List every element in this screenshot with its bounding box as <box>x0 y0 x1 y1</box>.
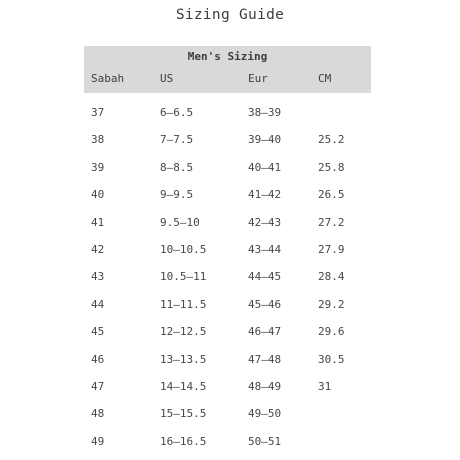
eur-cell: 38–39 <box>248 106 282 119</box>
cm-cell: 29.2 <box>318 297 345 311</box>
table-header <box>84 46 371 93</box>
us-cell: 10.5–11 <box>160 270 207 284</box>
column-header-sabah: Sabah <box>91 72 125 85</box>
eur-cell: 46–47 <box>248 325 282 339</box>
cm-cell: 25.8 <box>318 160 345 174</box>
sabah-cell: 43 <box>91 270 105 284</box>
table-row <box>0 298 460 318</box>
cm-cell: 28.4 <box>318 270 345 284</box>
table-row <box>0 161 460 181</box>
table-row <box>0 380 460 400</box>
us-cell: 7–7.5 <box>160 133 194 147</box>
eur-cell: 39–40 <box>248 133 282 147</box>
table-row <box>0 188 460 208</box>
eur-cell: 45–46 <box>248 297 282 311</box>
cm-cell: 26.5 <box>318 188 345 202</box>
sabah-cell: 46 <box>91 352 105 366</box>
sabah-cell: 45 <box>91 325 105 339</box>
us-cell: 9.5–10 <box>160 215 200 229</box>
sabah-cell: 38 <box>91 133 105 147</box>
cm-cell: 29.6 <box>318 325 345 339</box>
us-cell: 6–6.5 <box>160 106 194 119</box>
eur-cell: 44–45 <box>248 270 282 284</box>
table-row <box>0 435 460 455</box>
cm-cell: 30.5 <box>318 352 345 366</box>
sabah-cell: 37 <box>91 106 105 119</box>
eur-cell: 49–50 <box>248 407 282 421</box>
eur-cell: 48–49 <box>248 380 282 393</box>
table-caption: Men's Sizing <box>187 50 268 63</box>
table-row <box>0 270 460 290</box>
table-row <box>0 243 460 263</box>
cm-cell: 27.2 <box>318 215 345 229</box>
sabah-cell: 40 <box>91 188 105 202</box>
us-cell: 12–12.5 <box>160 325 207 339</box>
us-cell: 16–16.5 <box>160 434 207 448</box>
us-cell: 14–14.5 <box>160 380 207 393</box>
us-cell: 9–9.5 <box>160 188 194 202</box>
table-row <box>0 133 460 153</box>
cm-cell: 25.2 <box>318 133 345 147</box>
eur-cell: 43–44 <box>248 243 282 256</box>
page-title: Sizing Guide <box>175 7 285 23</box>
table-row <box>0 325 460 345</box>
sabah-cell: 47 <box>91 380 105 393</box>
eur-cell: 42–43 <box>248 215 282 229</box>
column-header-cm: CM <box>318 72 332 85</box>
eur-cell: 41–42 <box>248 188 282 202</box>
eur-cell: 47–48 <box>248 352 282 366</box>
us-cell: 8–8.5 <box>160 160 194 174</box>
table-row <box>0 106 460 126</box>
column-header-eur: Eur <box>248 72 268 85</box>
eur-cell: 40–41 <box>248 160 282 174</box>
us-cell: 10–10.5 <box>160 243 207 256</box>
sabah-cell: 44 <box>91 297 105 311</box>
eur-cell: 50–51 <box>248 434 282 448</box>
table-row <box>0 353 460 373</box>
column-header-us: US <box>160 72 174 85</box>
table-row <box>0 216 460 236</box>
sabah-cell: 39 <box>91 160 105 174</box>
us-cell: 15–15.5 <box>160 407 207 421</box>
sabah-cell: 41 <box>91 215 105 229</box>
us-cell: 13–13.5 <box>160 352 207 366</box>
sabah-cell: 42 <box>91 243 105 256</box>
us-cell: 11–11.5 <box>160 297 207 311</box>
cm-cell: 27.9 <box>318 243 345 256</box>
sabah-cell: 49 <box>91 434 105 448</box>
cm-cell: 31 <box>318 380 332 393</box>
table-row <box>0 407 460 427</box>
sabah-cell: 48 <box>91 407 105 421</box>
